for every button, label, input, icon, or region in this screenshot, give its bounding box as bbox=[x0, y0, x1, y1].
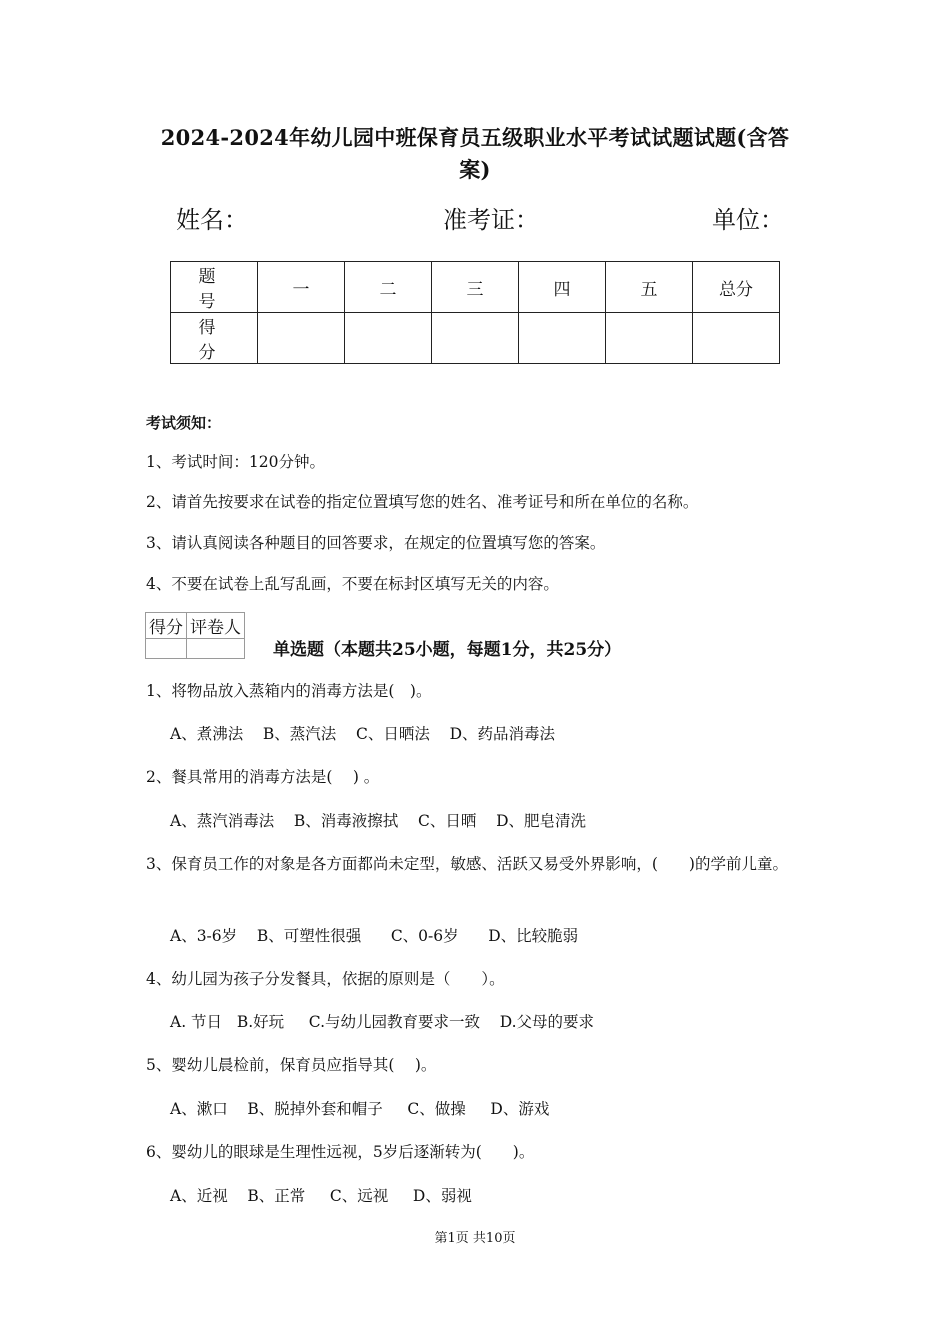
section-heading: 单选题（本题共25小题，每题1分，共25分） bbox=[273, 640, 622, 660]
question-text: 1、将物品放入蒸箱内的消毒方法是( )。 bbox=[146, 682, 432, 700]
question-options: A、漱口 B、脱掉外套和帽子 C、做操 D、游戏 bbox=[170, 1100, 550, 1118]
score-table-header-row bbox=[171, 262, 780, 313]
note-item: 2、请首先按要求在试卷的指定位置填写您的姓名、准考证号和所在单位的名称。 bbox=[146, 493, 699, 511]
grader-score-label: 得分 bbox=[146, 613, 187, 639]
unit-label: 单位： bbox=[712, 206, 784, 234]
score-cell[interactable] bbox=[519, 313, 606, 364]
grader-score-cell[interactable] bbox=[146, 639, 187, 659]
grader-reviewer-label: 评卷人 bbox=[187, 613, 245, 639]
question-text: 5、婴幼儿晨检前，保育员应指导其( )。 bbox=[146, 1056, 437, 1074]
note-item: 3、请认真阅读各种题目的回答要求，在规定的位置填写您的答案。 bbox=[146, 534, 606, 552]
question-text: 3、保育员工作的对象是各方面都尚未定型，敏感、活跃又易受外界影响，( )的学前儿童。 bbox=[146, 855, 788, 873]
question-options: A、近视 B、正常 C、远视 D、弱视 bbox=[170, 1187, 472, 1205]
question-options: A. 节日 B.好玩 C.与幼儿园教育要求一致 D.父母的要求 bbox=[170, 1013, 595, 1031]
note-item: 4、不要在试卷上乱写乱画，不要在标封区填写无关的内容。 bbox=[146, 575, 559, 593]
score-row-label: 得 分 bbox=[171, 313, 258, 364]
score-cell[interactable] bbox=[258, 313, 345, 364]
score-table-header-cell: 二 bbox=[345, 262, 432, 313]
score-table-header-cell: 总分 bbox=[693, 262, 780, 313]
score-table-header-cell: 三 bbox=[432, 262, 519, 313]
notes-heading: 考试须知： bbox=[146, 414, 222, 432]
exam-id-label: 准考证： bbox=[443, 206, 539, 234]
score-cell[interactable] bbox=[693, 313, 780, 364]
name-label: 姓名： bbox=[176, 206, 248, 234]
page-footer: 第1页 共10页 bbox=[434, 1231, 516, 1246]
question-text: 6、婴幼儿的眼球是生理性远视，5岁后逐渐转为( )。 bbox=[146, 1143, 535, 1161]
grader-reviewer-cell[interactable] bbox=[187, 639, 245, 659]
question-options: A、煮沸法 B、蒸汽法 C、日晒法 D、药品消毒法 bbox=[170, 725, 555, 743]
score-table-header-cell: 一 bbox=[258, 262, 345, 313]
score-cell[interactable] bbox=[432, 313, 519, 364]
score-table-header-cell: 题 号 bbox=[171, 262, 258, 313]
score-cell[interactable] bbox=[606, 313, 693, 364]
document-title: 2024-2024年幼儿园中班保育员五级职业水平考试试题试题(含答案) bbox=[160, 125, 790, 182]
note-item: 1、考试时间：120分钟。 bbox=[146, 453, 325, 471]
question-text: 2、餐具常用的消毒方法是( ) 。 bbox=[146, 768, 380, 786]
question-options: A、3-6岁 B、可塑性很强 C、0-6岁 D、比较脆弱 bbox=[170, 927, 579, 945]
score-table bbox=[170, 261, 780, 364]
score-cell[interactable] bbox=[345, 313, 432, 364]
score-table-header-cell: 四 bbox=[519, 262, 606, 313]
score-table-score-row bbox=[171, 313, 780, 364]
question-options: A、蒸汽消毒法 B、消毒液擦拭 C、日晒 D、肥皂清洗 bbox=[170, 812, 586, 830]
score-table-header-cell: 五 bbox=[606, 262, 693, 313]
question-text: 4、幼儿园为孩子分发餐具，依据的原则是（ ）。 bbox=[146, 970, 505, 988]
grader-table bbox=[145, 612, 245, 659]
